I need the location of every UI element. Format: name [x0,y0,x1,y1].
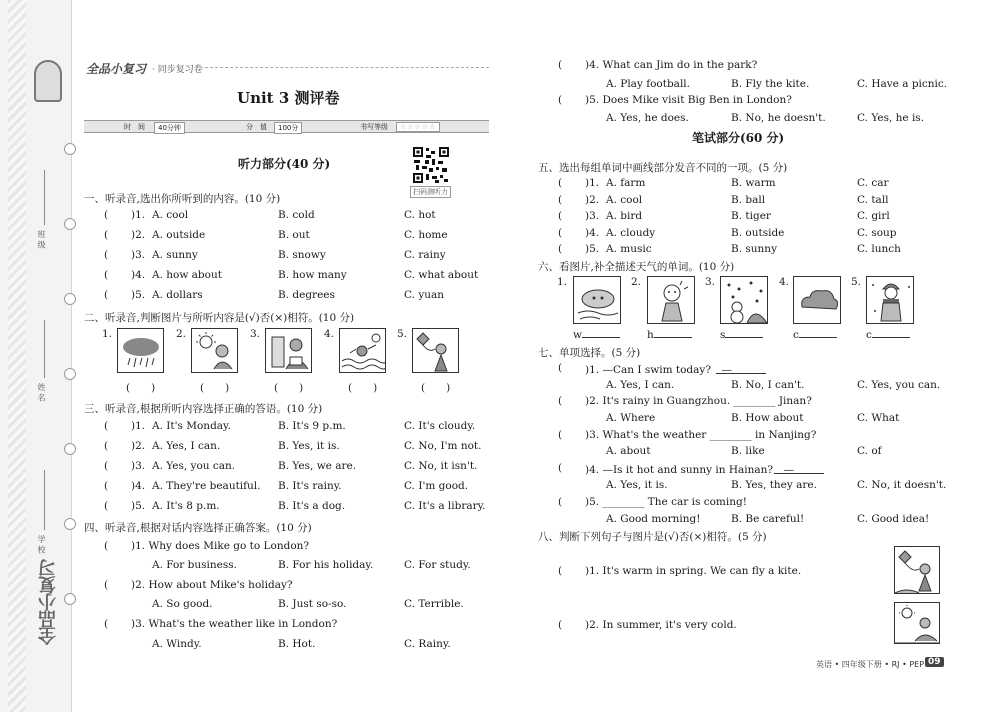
s6-answer-5[interactable] [866,329,910,341]
binding-hole [64,293,76,305]
s1-option-c[interactable]: C. yuan [404,289,445,301]
s4-option-c[interactable]: C. Terrible. [404,598,464,610]
s2-answer-3[interactable]: ( ) [274,382,304,394]
s7-option-a[interactable]: A. Yes, it is. [606,479,668,491]
listening-title: 听力部分(40 分) [238,157,331,171]
s6-answer-3[interactable] [720,329,763,341]
s2-num-5: 5. [397,328,408,340]
spring-kite-picture [894,546,940,594]
s8-paren-2[interactable]: ( [558,619,563,631]
s4-option-b[interactable]: B. Just so-so. [278,598,347,610]
s3-option-c[interactable]: C. I'm good. [404,480,469,492]
s7-option-c[interactable]: C. Good idea! [857,513,930,525]
s7-option-b[interactable]: B. like [731,445,765,457]
s4-title: 四、听录音,根据对话内容选择正确答案。(10 分) [84,522,312,534]
strip-pattern [8,0,26,712]
cloud-picture [793,276,841,324]
s1-option-b[interactable]: B. snowy [278,249,326,261]
s4-option-b[interactable]: B. Fly the kite. [731,78,810,90]
s8-question-2: )2. In summer, it's very cold. [585,619,737,631]
s1-paren-3[interactable]: ( [104,249,109,261]
s2-answer-5[interactable]: ( ) [421,382,451,394]
s1-num-4: )4. [131,269,146,281]
s3-option-a[interactable]: A. It's Monday. [152,420,231,432]
handwriting-label: 书写等级 [360,123,388,131]
s6-title: 六、看图片,补全描述天气的单词。(10 分) [538,261,735,273]
s7-option-b[interactable]: B. How about [731,412,804,424]
s5-option-b[interactable]: B. tiger [731,210,771,222]
s1-title: 一、听录音,选出你所听到的内容。(10 分) [84,193,281,205]
page-title: Unit 3 测评卷 [237,89,340,107]
s7-question-4: )4. —Is it hot and sunny in Hainan? — [585,464,795,476]
s3-option-b[interactable]: B. It's a dog. [278,500,346,512]
s5-num-3: )3. [585,210,600,222]
s1-num-5: )5. [131,289,146,301]
s5-option-a[interactable]: A. music [606,243,652,255]
s4-option-a[interactable]: A. Yes, he does. [606,112,689,124]
s6-start-4: c [793,329,799,341]
s6-start-3: s [720,329,726,341]
s4-question-3: )3. What's the weather like in London? [131,618,338,630]
brand-badge-icon [34,60,62,102]
s3-option-b[interactable]: B. It's rainy. [278,480,342,492]
s5-option-b[interactable]: B. ball [731,193,766,206]
time-label: 时 间 [124,123,145,131]
s1-option-a[interactable]: A. dollars [152,289,203,301]
s1-option-b[interactable]: B. degrees [278,289,335,301]
s4-paren-4[interactable]: ( [558,59,563,71]
s7-option-c[interactable]: C. What [857,412,900,424]
s4-option-c[interactable]: C. Yes, he is. [857,112,925,124]
s5-num-4: )4. [585,226,600,239]
s3-option-a[interactable]: A. Yes, I can. [152,440,221,452]
s1-option-c[interactable]: C. home [404,229,448,241]
binding-hole [64,368,76,380]
s6-blank-4[interactable] [799,337,837,338]
s7-q4-blank[interactable] [774,473,824,474]
s8-paren-1[interactable]: ( [558,565,563,577]
page-number: 09 [925,657,944,667]
s7-paren-1[interactable]: ( [558,362,563,374]
kite-girl-picture [412,328,459,373]
s1-paren-1[interactable]: ( [104,209,109,221]
s1-option-a[interactable]: A. how about [152,269,222,281]
s7-question-5: )5. ________ The car is coming! [585,496,747,508]
s5-num-2: )2. [585,193,600,206]
s1-paren-4[interactable]: ( [104,269,109,281]
s3-num-5: )5. [131,500,146,512]
s7-paren-4[interactable]: ( [558,462,563,474]
s7-paren-3[interactable]: ( [558,429,563,441]
summer-beach-picture [894,602,940,644]
s6-num-5: 5. [851,276,862,288]
s4-question-1: )1. Why does Mike go to London? [131,540,310,552]
s5-paren-2[interactable]: ( [558,193,563,206]
score-value: 100分 [274,122,302,134]
s4-paren-5[interactable]: ( [558,94,563,106]
s1-paren-5[interactable]: ( [104,289,109,301]
s5-num-1: )1. [585,177,600,189]
s6-start-2: h [647,329,654,341]
s7-option-a[interactable]: A. Yes, I can. [606,379,675,391]
s5-paren-5[interactable]: ( [558,243,563,255]
s6-blank-2[interactable] [654,337,692,338]
s7-option-a[interactable]: A. Where [606,412,656,424]
s2-num-2: 2. [176,328,187,340]
header-rule [205,67,489,68]
side-logo: 全品小复习 [38,560,59,645]
s1-option-a[interactable]: A. cool [152,209,189,221]
s3-option-a[interactable]: A. It's 8 p.m. [152,500,220,512]
s8-title: 八、判断下列句子与图片是(√)否(×)相符。(5 分) [538,531,767,543]
binding-hole [64,443,76,455]
s2-num-3: 3. [250,328,261,340]
s5-num-5: )5. [585,243,600,255]
s6-answer-4[interactable] [793,329,837,341]
s3-option-c[interactable]: C. It's a library. [404,500,486,512]
qr-caption: 扫码测听力 [410,186,451,198]
s5-paren-4[interactable]: ( [558,226,563,239]
s7-option-c[interactable]: C. No, it doesn't. [857,479,947,491]
s7-option-a[interactable]: A. about [606,445,651,457]
s6-num-4: 4. [779,276,790,288]
s1-option-a[interactable]: A. sunny [152,249,198,261]
s3-num-4: )4. [131,480,146,492]
s7-option-b[interactable]: B. Yes, they are. [731,479,817,491]
s1-option-b[interactable]: B. out [278,229,310,241]
s6-answer-2[interactable] [647,329,692,341]
s4-question-2: )2. How about Mike's holiday? [131,579,293,591]
s3-option-a[interactable]: A. They're beautiful. [152,480,261,492]
s3-paren-5[interactable]: ( [104,500,109,512]
s5-paren-3[interactable]: ( [558,210,563,222]
s3-option-a[interactable]: A. Yes, you can. [152,460,236,472]
s3-num-2: )2. [131,440,146,452]
s4-option-b[interactable]: B. For his holiday. [278,559,374,571]
s5-paren-1[interactable]: ( [558,177,563,189]
s2-num-4: 4. [324,328,335,340]
s5-option-a[interactable]: A. bird [606,210,643,222]
s7-option-c[interactable]: C. of [857,445,882,457]
name-line [44,320,45,378]
s5-option-c[interactable]: C. girl [857,210,890,222]
sun-child-picture [191,328,238,373]
s1-num-1: )1. [131,209,146,221]
s7-paren-5[interactable]: ( [558,496,563,508]
s4-option-c[interactable]: C. For study. [404,559,471,571]
s3-paren-2[interactable]: ( [104,440,109,452]
time-value: 40分钟 [154,122,185,134]
qr-code-icon[interactable] [412,146,450,184]
s5-option-b[interactable]: B. sunny [731,243,777,255]
swimming-picture [339,328,386,373]
s2-answer-2[interactable]: ( ) [200,382,230,394]
s6-blank-3[interactable] [725,337,763,338]
s1-option-c[interactable]: C. hot [404,209,436,221]
s3-num-1: )1. [131,420,146,432]
s7-question-2: )2. It's rainy in Guangzhou. ________ Jinan? [585,395,812,407]
s4-option-a[interactable]: A. Play football. [606,78,690,90]
s5-option-c[interactable]: C. soup [857,226,897,239]
s7-option-b[interactable]: B. No, I can't. [731,379,805,391]
binding-hole [64,593,76,605]
s3-title: 三、听录音,根据所听内容选择正确的答语。(10 分) [84,403,323,415]
s6-start-5: c [866,329,872,341]
s7-option-b[interactable]: B. Be careful! [731,513,805,525]
s5-option-a[interactable]: A. farm [606,177,646,189]
s3-paren-1[interactable]: ( [104,420,109,432]
cold-child-picture [866,276,914,324]
s8-question-1: )1. It's warm in spring. We can fly a kite. [585,565,802,577]
s6-answer-1[interactable] [573,329,620,341]
s4-option-c[interactable]: C. Rainy. [404,638,451,650]
s3-option-c[interactable]: C. No, it isn't. [404,460,478,472]
s3-option-b[interactable]: B. Yes, we are. [278,460,357,472]
s5-option-a[interactable]: A. cloudy [606,226,656,239]
s5-option-b[interactable]: B. warm [731,177,776,189]
s4-option-b[interactable]: B. No, he doesn't. [731,112,826,124]
binding-hole [64,143,76,155]
s1-num-2: )2. [131,229,146,241]
s7-question-1: )1. —Can I swim today? — [585,364,732,376]
s1-option-c[interactable]: C. what about [404,269,479,281]
s1-option-c[interactable]: C. rainy [404,249,446,261]
s3-option-b[interactable]: B. It's 9 p.m. [278,420,346,432]
s4-question-5: )5. Does Mike visit Big Ben in London? [585,94,792,106]
hot-child-picture [647,276,695,324]
s2-answer-4[interactable]: ( ) [348,382,378,394]
s5-option-b[interactable]: B. outside [731,226,785,239]
info-bar [84,120,489,133]
header-series: · 同步复习卷 [152,65,203,75]
school-line [44,470,45,530]
rating-stars-icon[interactable]: ☆☆☆☆☆ [396,122,440,132]
s4-paren-3[interactable]: ( [104,618,109,630]
s3-option-b[interactable]: B. Yes, it is. [278,440,340,452]
s2-num-1: 1. [102,328,113,340]
s6-blank-1[interactable] [582,337,620,338]
rain-cloud-picture [117,328,164,373]
s5-option-c[interactable]: C. lunch [857,243,901,255]
s6-blank-5[interactable] [872,337,910,338]
s7-option-c[interactable]: C. Yes, you can. [857,379,941,391]
s2-answer-1[interactable]: ( ) [126,382,156,394]
s4-option-a[interactable]: A. Windy. [152,638,202,650]
header-logo: 全品小复习 [86,62,147,76]
s1-paren-2[interactable]: ( [104,229,109,241]
s3-paren-4[interactable]: ( [104,480,109,492]
s1-option-a[interactable]: A. outside [152,229,206,241]
footer-text: 英语 • 四年级下册 • RJ • PEP [816,660,925,669]
s6-num-1: 1. [557,276,568,288]
s7-title: 七、单项选择。(5 分) [538,347,641,359]
s4-paren-2[interactable]: ( [104,579,109,591]
s7-question-3: )3. What's the weather ________ in Nanjing? [585,429,817,441]
s3-paren-3[interactable]: ( [104,460,109,472]
s7-option-a[interactable]: A. Good morning! [606,513,701,525]
s4-option-a[interactable]: A. So good. [152,598,213,610]
s2-title: 二、听录音,判断图片与所听内容是(√)否(×)相符。(10 分) [84,312,355,324]
s4-option-b[interactable]: B. Hot. [278,638,316,650]
school-label: 学 校 [37,535,46,554]
windy-cloud-picture [573,276,621,324]
written-title: 笔试部分(60 分) [692,131,785,145]
s5-option-c[interactable]: C. car [857,177,889,189]
s6-num-2: 2. [631,276,642,288]
s6-num-3: 3. [705,276,716,288]
s7-q1-blank[interactable] [716,373,766,374]
s4-question-4: )4. What can Jim do in the park? [585,59,758,71]
class-line [44,170,45,225]
s3-num-3: )3. [131,460,146,472]
score-label: 分 值 [246,123,267,131]
child-reading-picture [265,328,312,373]
snow-picture [720,276,768,324]
s1-option-b[interactable]: B. how many [278,269,347,281]
s4-option-c[interactable]: C. Have a picnic. [857,78,948,90]
s7-paren-2[interactable]: ( [558,395,563,407]
s5-option-a[interactable]: A. cool [606,193,643,206]
s4-paren-1[interactable]: ( [104,540,109,552]
s5-option-c[interactable]: C. tall [857,193,889,206]
s5-title: 五、选出每组单词中画线部分发音不同的一项。(5 分) [538,162,788,174]
name-label: 姓 名 [37,383,46,402]
class-label: 班 级 [37,230,46,249]
binding-hole [64,518,76,530]
s6-start-1: w [573,329,582,341]
binding-hole [64,218,76,230]
s1-option-b[interactable]: B. cold [278,209,315,221]
s4-option-a[interactable]: A. For business. [152,559,237,571]
s3-option-c[interactable]: C. No, I'm not. [404,440,482,452]
s3-option-c[interactable]: C. It's cloudy. [404,420,476,432]
s1-num-3: )3. [131,249,146,261]
